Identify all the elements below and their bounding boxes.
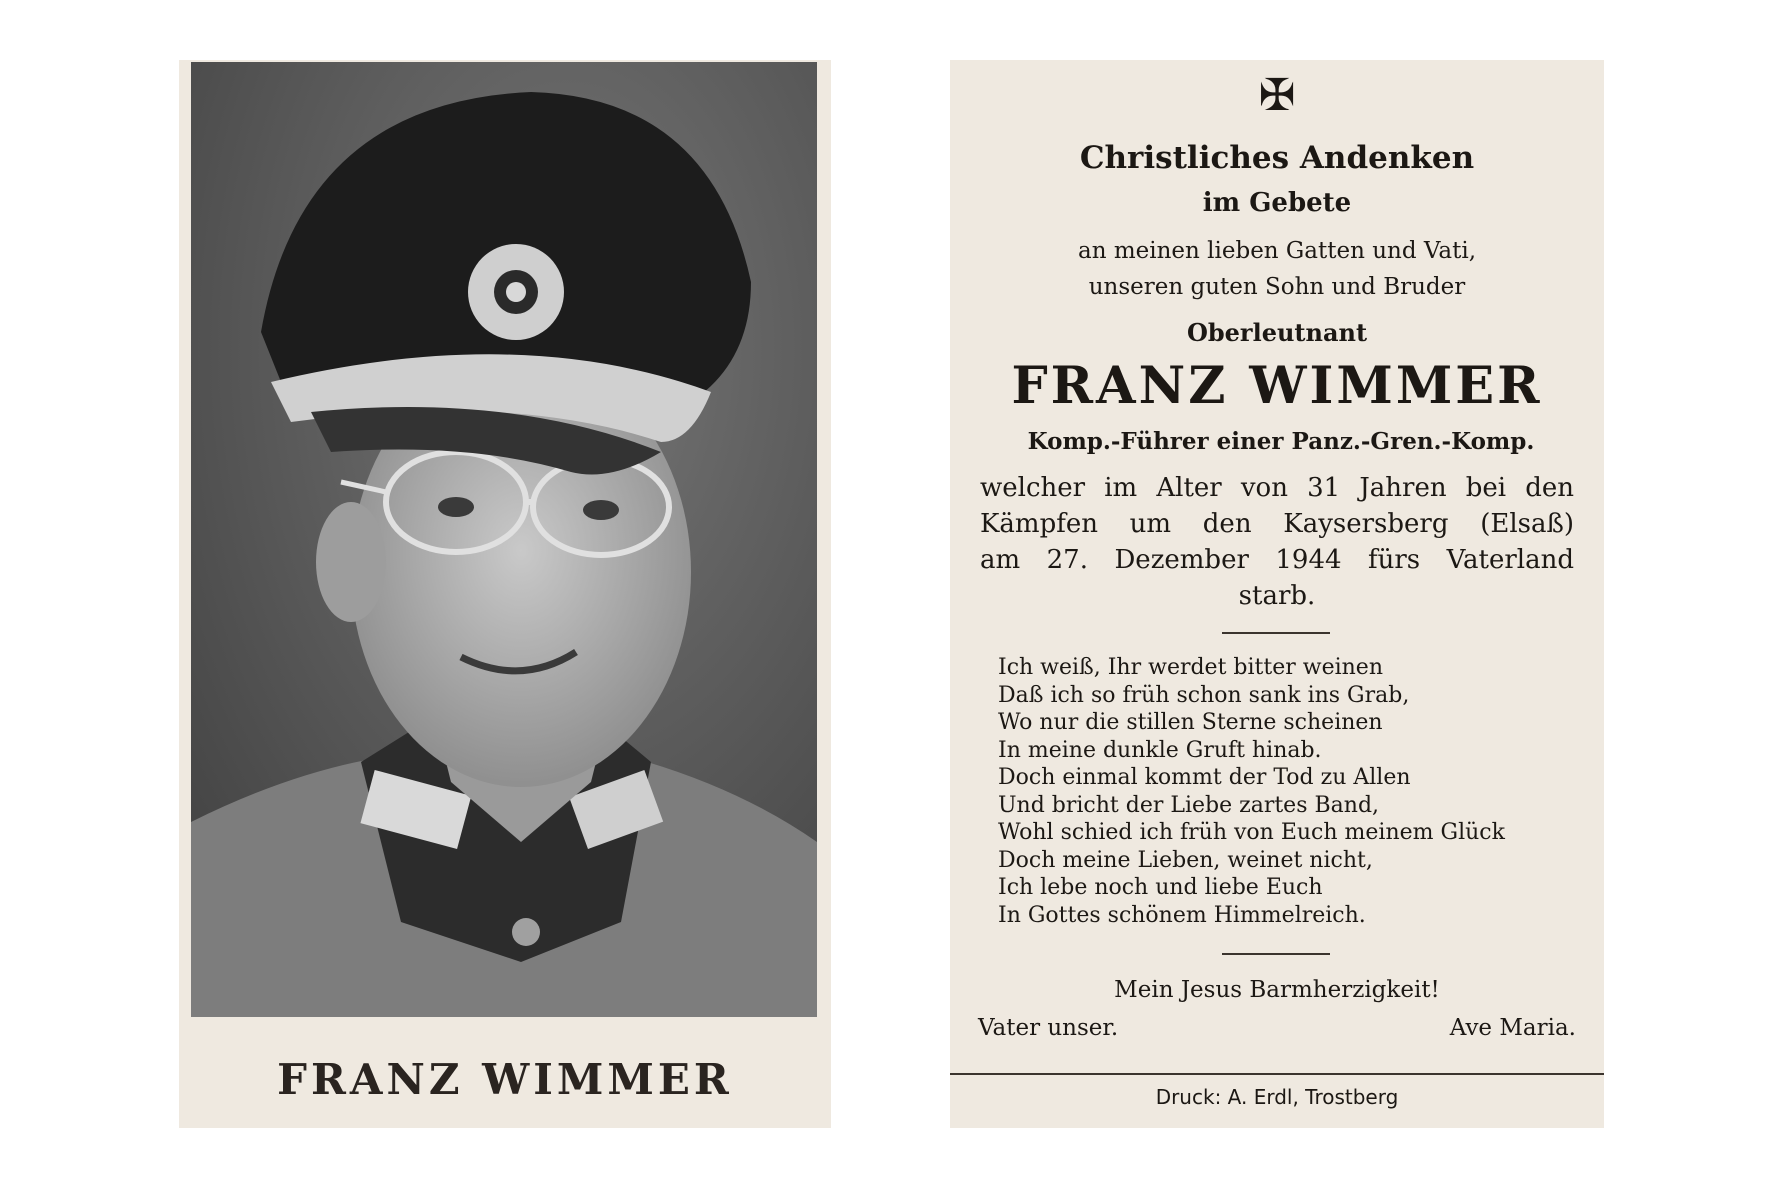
memorial-heading: Christliches Andenken <box>1079 140 1475 176</box>
body-line: am 27. Dezember 1944 fürs Vaterland <box>980 545 1574 575</box>
body-line: starb. <box>1238 581 1316 611</box>
poem-line: In meine dunkle Gruft hinab. <box>998 737 1322 763</box>
portrait-caption-name: FRANZ WIMMER <box>277 1055 733 1104</box>
poem-line: In Gottes schönem Himmelreich. <box>998 902 1366 928</box>
officer-portrait-illustration <box>191 62 817 1017</box>
poem-line: Doch meine Lieben, weinet nicht, <box>998 847 1373 873</box>
poem-line: Ich lebe noch und liebe Euch <box>998 875 1323 900</box>
divider <box>1222 632 1330 634</box>
poem-line: Doch einmal kommt der Tod zu Allen <box>998 765 1411 790</box>
poem-line: Ich weiß, Ihr werdet bitter weinen <box>998 655 1383 680</box>
portrait-photo <box>191 62 817 1017</box>
prayer-vater-unser: Vater unser. <box>978 1015 1119 1041</box>
rank-label: Oberleutnant <box>1186 318 1368 347</box>
printer-credit: Druck: A. Erdl, Trostberg <box>1155 1085 1399 1109</box>
poem <box>998 654 1505 929</box>
body-line: welcher im Alter von 31 Jahren bei den <box>980 473 1574 503</box>
prayer-ave-maria: Ave Maria. <box>1449 1015 1576 1041</box>
closing-prayer: Mein Jesus Barmherzigkeit! <box>1114 977 1440 1003</box>
memorial-subheading: im Gebete <box>1202 188 1352 218</box>
footer-divider <box>950 1073 1604 1075</box>
iron-cross-icon: ✠ <box>1258 70 1296 121</box>
body-line: Kämpfen um den Kaysersberg (Elsaß) <box>980 509 1574 539</box>
dedication-line-2: unseren guten Sohn und Bruder <box>1088 274 1466 300</box>
poem-line: Wo nur die stillen Sterne scheinen <box>998 710 1383 735</box>
poem-line: Wohl schied ich früh von Euch meinem Glück <box>998 820 1505 845</box>
poem-line: Daß ich so früh schon sank ins Grab, <box>998 682 1410 708</box>
death-notice-text <box>980 470 1574 614</box>
divider <box>1222 953 1330 955</box>
position-label: Komp.-Führer einer Panz.-Gren.-Komp. <box>1027 428 1535 455</box>
memorial-text-card <box>950 60 1604 1128</box>
deceased-name: FRANZ WIMMER <box>1011 356 1543 416</box>
portrait-card <box>179 60 831 1128</box>
dedication-line-1: an meinen lieben Gatten und Vati, <box>1077 238 1477 264</box>
poem-line: Und bricht der Liebe zartes Band, <box>998 792 1380 818</box>
